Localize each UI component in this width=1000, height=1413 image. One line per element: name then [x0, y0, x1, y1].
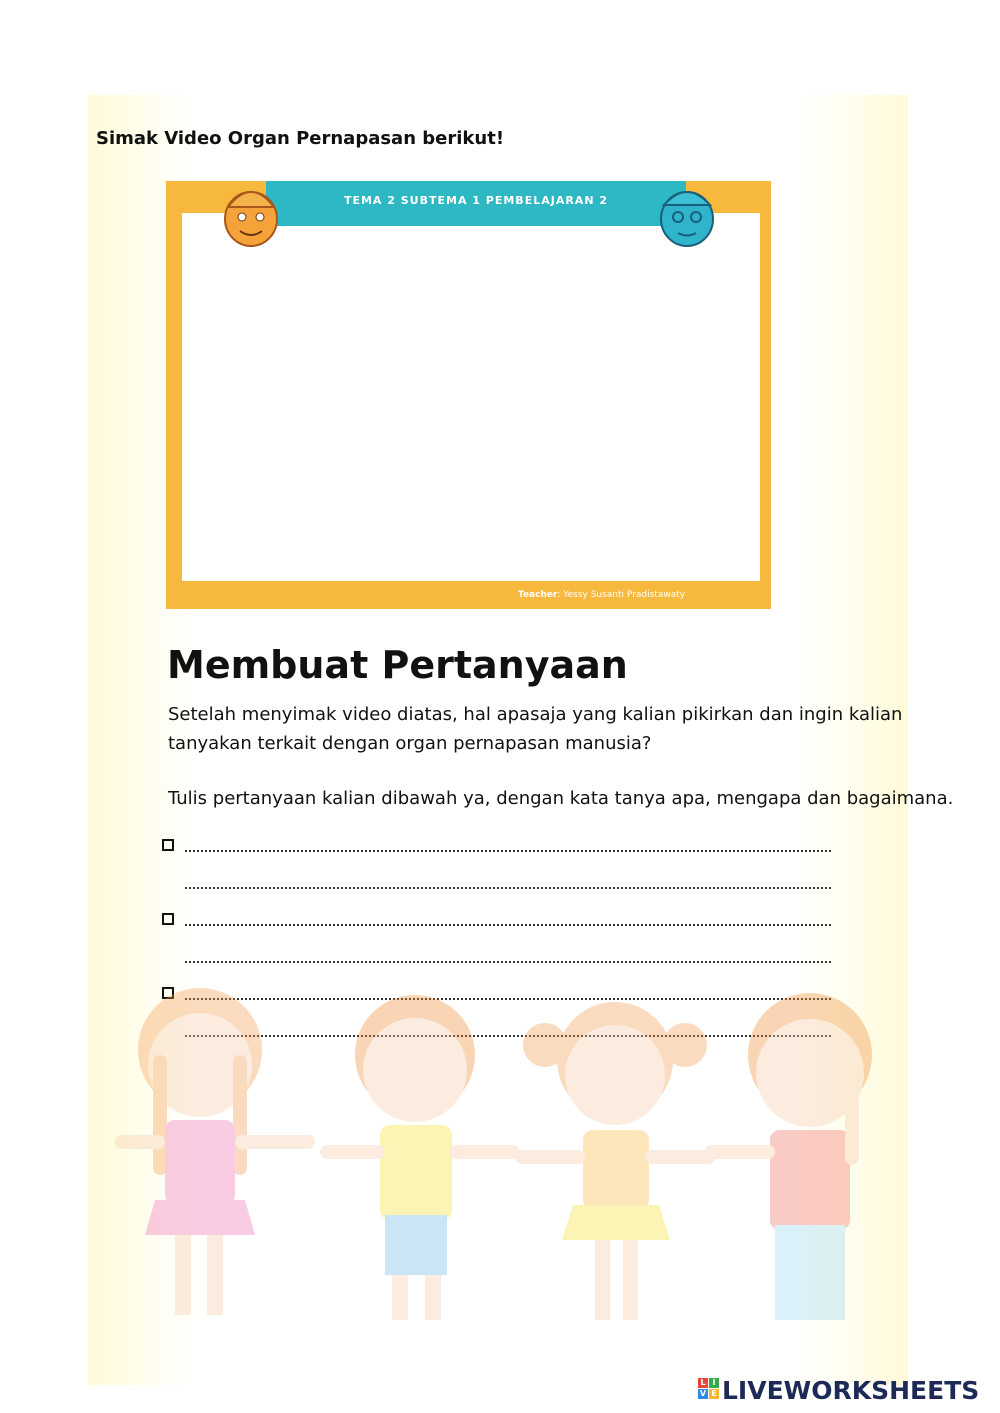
video-teacher-credit — [518, 590, 685, 600]
liveworksheets-logo[interactable] — [698, 1376, 994, 1408]
cartoon-face-icon — [656, 181, 718, 249]
checkbox-icon — [162, 913, 174, 925]
answer-line[interactable] — [185, 838, 831, 852]
teacher-name: : Yessy Susanti Pradistawaty — [557, 590, 686, 600]
logo-grid-icon: L I V E — [698, 1378, 720, 1400]
instruction-paragraph: Setelah menyimak video diatas, hal apasaja yang kalian pikirkan dan ingin kalian tanyakan terkait dengan organ pernapasan manusia? — [168, 704, 903, 754]
answer-line[interactable] — [185, 912, 831, 926]
logo-text: LIVEWORKSHEETS — [722, 1376, 980, 1405]
answer-line[interactable] — [185, 875, 831, 889]
video-banner: TEMA 2 SUBTEMA 1 PEMBELAJARAN 2 — [266, 181, 686, 226]
checkbox-icon — [162, 839, 174, 851]
section-title: Membuat Pertanyaan — [167, 643, 628, 687]
cartoon-face-icon — [220, 181, 282, 249]
children-illustration — [105, 985, 905, 1345]
teacher-label: Teacher — [518, 590, 558, 600]
answer-line[interactable] — [185, 949, 831, 963]
video-screen[interactable] — [182, 213, 760, 581]
instruction-paragraph-question-words: Tulis pertanyaan kalian dibawah ya, dengan kata tanya apa, mengapa dan bagaimana. — [168, 788, 954, 809]
intro-instruction: Simak Video Organ Pernapasan berikut! — [96, 128, 505, 149]
video-player[interactable] — [166, 181, 771, 609]
